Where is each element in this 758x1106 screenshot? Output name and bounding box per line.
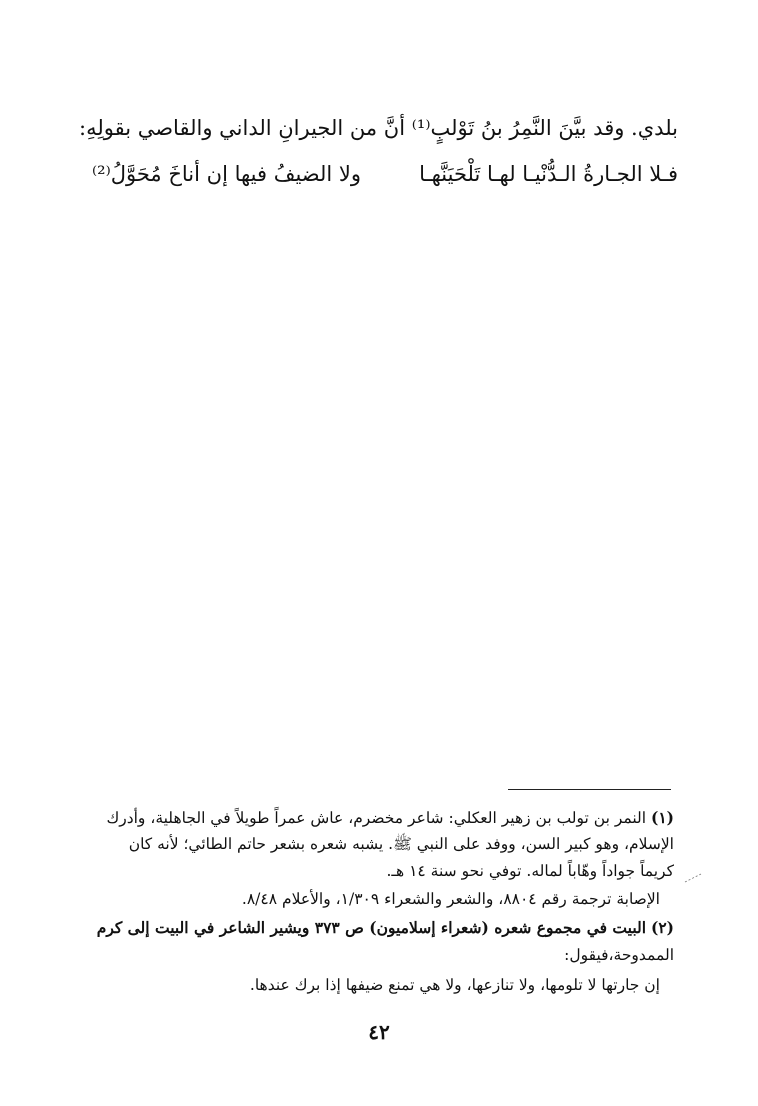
verse-second-hemistich: ولا الضيفُ فيها إن أناخَ مُحَوَّلُ⁽²⁾: [92, 162, 362, 186]
body-text-line: بلدي. وقد بيَّنَ النَّمِرُ بنُ تَوْلبٍ⁽¹⁾ أنَّ من الجيرانِ الداني والقاصي بقولِهِ:: [79, 116, 678, 140]
footnote-1-text: النمر بن تولب بن زهير العكلي: شاعر مخضرم، عاش عمراً طويلاً في الجاهلية، وأدرك: [106, 809, 647, 827]
footnote-1-line-1: [82, 804, 674, 832]
footnote-divider: [508, 789, 671, 790]
verse-first-hemistich: فـلا الجـارةُ الـدُّنْيـا لهـا تَلْحَيَنَّهـا: [419, 162, 678, 186]
scan-mark: [683, 873, 703, 883]
footnote-2-line-2: الممدوحة،فيقول:: [564, 946, 674, 964]
footnote-2-line-1: [82, 914, 674, 942]
footnote-2-marker: (٢): [650, 918, 674, 937]
footnote-1-sources: الإصابة ترجمة رقم ٨٨٠٤، والشعر والشعراء ١/٣٠٩، والأعلام ٨/٤٨.: [241, 890, 660, 908]
footnote-2-text: البيت في مجموع شعره (شعراء إسلاميون) ص ٣٧٣ ويشير الشاعر في البيت إلى كرم: [96, 918, 647, 937]
footnote-1-marker: (١): [650, 808, 674, 827]
poetry-verse: [92, 158, 678, 190]
footnote-1-line-3: كريماً جواداً وهّاباً لماله. توفي نحو سنة ١٤ هـ.: [386, 862, 674, 880]
page-number: ٤٢: [368, 1020, 390, 1044]
footnote-1-line-2: الإسلام، وهو كبير السن، ووفد على النبي ﷺ. يشبه شعره بشعر حاتم الطائي؛ لأنه كان: [128, 835, 674, 853]
footnote-2-line-3: إن جارتها لا تلومها، ولا تنازعها، ولا هي تمنع ضيفها إذا برك عندها.: [249, 976, 660, 994]
